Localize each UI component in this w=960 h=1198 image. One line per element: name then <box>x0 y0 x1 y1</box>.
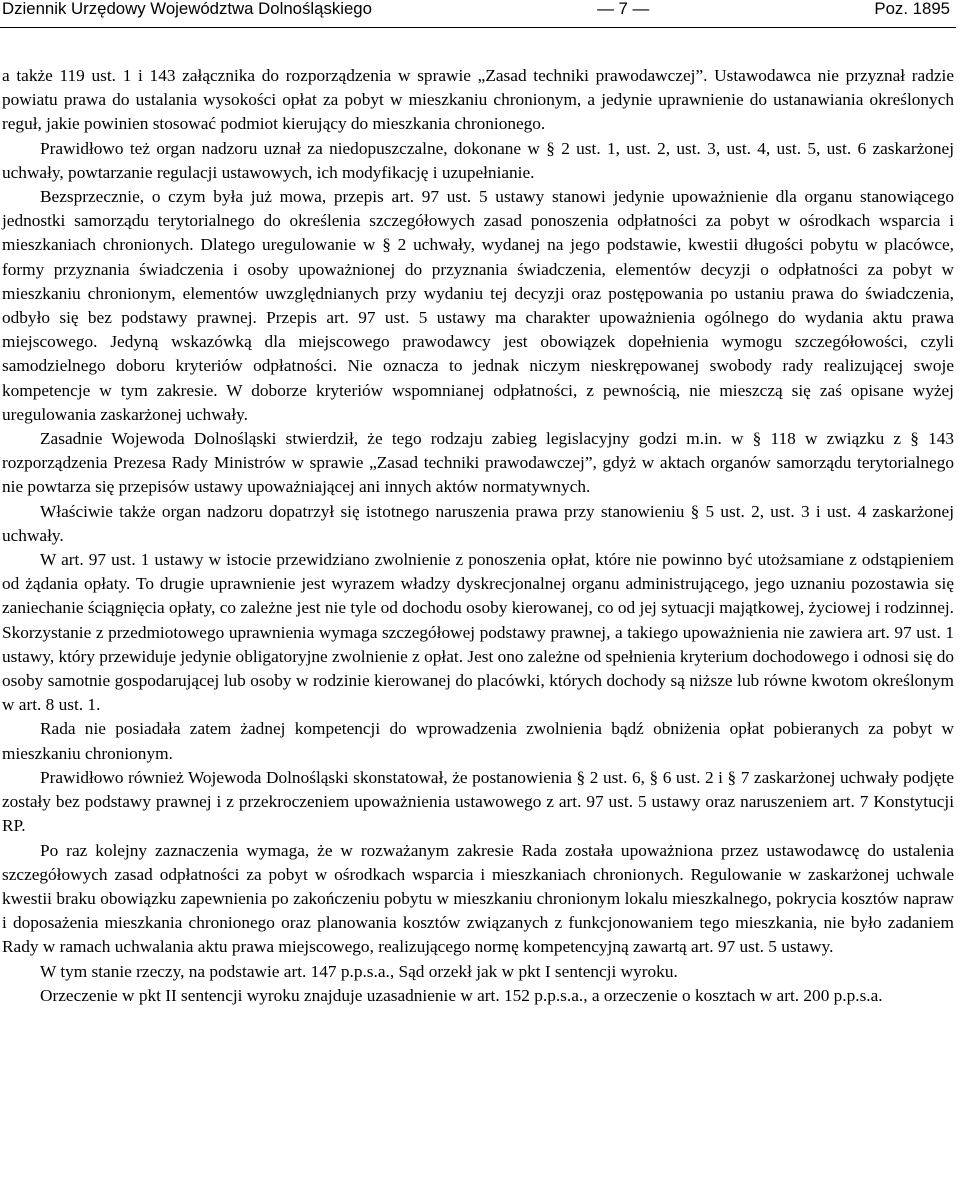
header-rule <box>0 27 956 28</box>
paragraph-6: W art. 97 ust. 1 ustawy w istocie przewidziano zwolnienie z ponoszenia opłat, które nie powinno być utożsamiane z odstąpieniem od żądania opłaty. To drugie uprawnienie jest wyrazem władzy dyskrecjonalnej organu administrującego, jego uznaniu pozostawia się zaniechanie ściągnięcia opłaty, co zależne jest nie tyle od dochodu osoby kierowanej, co od jej sytuacji majątkowej, życiowej i rodzinnej. Skorzystanie z przedmiotowego uprawnienia wymaga szczegółowej podstawy prawnej, a takiego upoważnienia nie zawiera art. 97 ust. 1 ustawy, który przewiduje jedynie obligatoryjne zwolnienie z opłat. Jest ono zależne od spełnienia kryterium dochodowego i odnosi się do osoby samotnie gospodarującej lub osoby w rodzinie kierowanej do placówki, których dochody są niższe lub równe kwotom określonym w art. 8 ust. 1. <box>2 550 954 715</box>
paragraph-10: W tym stanie rzeczy, na podstawie art. 147 p.p.s.a., Sąd orzekł jak w pkt I sentencji wyroku. <box>40 961 678 981</box>
paragraph-3: Bezsprzecznie, o czym była już mowa, przepis art. 97 ust. 5 ustawy stanowi jedynie upoważnienie dla organu stanowiącego jednostki samorządu terytorialnego do określenia szczegółowych zasad ponoszenia odpłatności za pobyt w ośrodkach wsparcia i mieszkaniach chronionych. Dlatego uregulowanie w § 2 uchwały, wydanej na jego podstawie, kwestii długości pobytu w placówce, formy przyznania świadczenia i osoby upoważnionej do przyznania świadczenia, elementów decyzji o odpłatności za pobyt w mieszkaniu chronionym, elementów uwzględnianych przy wydaniu tej decyzji oraz postępowania po ustaniu prawa do świadczenia, odbyło się bez podstawy prawnej. Przepis art. 97 ust. 5 ustawy ma charakter upoważnienia ogólnego do wydania aktu prawa miejscowego. Jedyną wskazówką dla miejscowego prawodawcy jest obowiązek dopełnienia wymogu szczegółowości, czyli samodzielnego doboru kryteriów odpłatności. Nie oznacza to jednak niczym nieskrępowanej swobody rady realizującej swoje kompetencje w tym zakresie. W doborze kryteriów wspomnianej odpłatności, z pewnością, nie mieszczą się zaś opisane wyżej uregulowania zaskarżonej uchwały. <box>2 187 954 424</box>
paragraph-9: Po raz kolejny zaznaczenia wymaga, że w rozważanym zakresie Rada została upoważniona przez ustawodawcę do ustalenia szczegółowych zasad odpłatności za pobyt w ośrodkach wsparcia i mieszkaniach chronionych. Regulowanie w zaskarżonej uchwale kwestii braku obowiązku zapewnienia po zakończeniu pobytu w mieszkaniu chronionym lokalu mieszkalnego, pokrycia kosztów napraw i doposażenia mieszkania chronionego oraz planowania kosztów związanych z funkcjonowaniem tego mieszkania, nie było zadaniem Rady w ramach uchwalania aktu prawa miejscowego, realizującego normę kompetencyjną zawartą art. 97 ust. 5 ustawy. <box>2 840 954 957</box>
page-number: — 7 — <box>597 0 650 18</box>
paragraph-1: a także 119 ust. 1 i 143 załącznika do rozporządzenia w sprawie „Zasad techniki prawodawczej”. Ustawodawca nie przyznał radzie powiatu prawa do ustalania wysokości opłat za pobyt w mieszkaniu chronionym, a jedynie uprawnienie do ustanawiania określonych reguł, jakie powinien stosować podmiot kierujący do mieszkania chronionego. <box>2 66 954 134</box>
page-header <box>2 0 950 24</box>
paragraph-11: Orzeczenie w pkt II sentencji wyroku znajduje uzasadnienie w art. 152 p.p.s.a., a orzeczenie o kosztach w art. 200 p.p.s.a. <box>40 985 883 1005</box>
paragraph-4: Zasadnie Wojewoda Dolnośląski stwierdził, że tego rodzaju zabieg legislacyjny godzi m.in. w § 118 w związku z § 143 rozporządzenia Prezesa Rady Ministrów w sprawie „Zasad techniki prawodawczej”, gdyż w aktach organów samorządu terytorialnego nie powtarza się przepisów ustawy upoważniającej ani innych aktów normatywnych. <box>2 429 954 497</box>
journal-title: Dziennik Urzędowy Województwa Dolnośląskiego <box>2 0 372 18</box>
paragraph-7: Rada nie posiadała zatem żadnej kompetencji do wprowadzenia zwolnienia bądź obniżenia opłat pobieranych za pobyt w mieszkaniu chronionym. <box>2 719 954 763</box>
document-body <box>2 64 954 1008</box>
paragraph-5: Właściwie także organ nadzoru dopatrzył się istotnego naruszenia prawa przy stanowieniu § 5 ust. 2, ust. 3 i ust. 4 zaskarżonej uchwały. <box>2 501 954 545</box>
paragraph-8: Prawidłowo również Wojewoda Dolnośląski skonstatował, że postanowienia § 2 ust. 6, § 6 ust. 2 i § 7 zaskarżonej uchwały podjęte zostały bez podstawy prawnej i z przekroczeniem upoważnienia ustawowego z art. 97 ust. 5 ustawy oraz naruszeniem art. 7 Konstytucji RP. <box>2 767 954 836</box>
position-number: Poz. 1895 <box>874 0 950 18</box>
paragraph-2: Prawidłowo też organ nadzoru uznał za niedopuszczalne, dokonane w § 2 ust. 1, ust. 2, ust. 3, ust. 4, ust. 5, ust. 6 zaskarżonej uchwały, powtarzanie regulacji ustawowych, ich modyfikację i uzupełnianie. <box>2 138 954 182</box>
